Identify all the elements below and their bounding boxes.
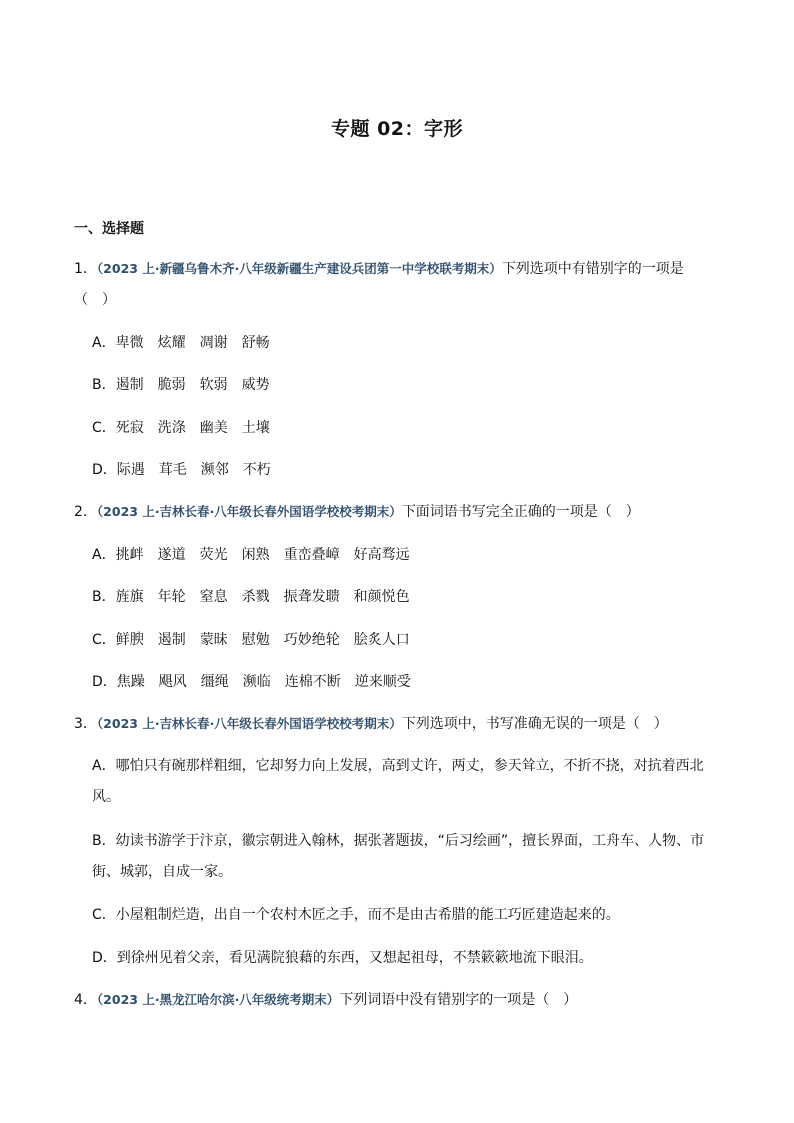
question-number: 3． — [74, 716, 97, 732]
question-source: （2023 上·黑龙江哈尔滨·八年级统考期末） — [96, 992, 340, 1007]
question-stem: 下列词语中没有错别字的一项是（ ） — [339, 992, 578, 1008]
option-c: C．小屋粗制烂造，出自一个农村木匠之手，而不是由古希腊的能工巧匠建造起来的。 — [92, 907, 620, 923]
option-a: A．卑微 炫耀 凋谢 舒畅 — [92, 335, 270, 351]
section-heading: 一、选择题 — [74, 221, 144, 237]
question-1 — [74, 259, 724, 279]
question-4 — [74, 990, 724, 1010]
question-source: （2023 上·新疆乌鲁木齐·八年级新疆生产建设兵团第一中学校联考期末） — [96, 261, 502, 276]
question-2 — [74, 502, 724, 522]
question-number: 1． — [74, 261, 97, 277]
option-a: A．哪怕只有碗那样粗细，它却努力向上发展，高到丈许，两丈，参天耸立，不折不挠，对抗着西北风。 — [92, 758, 704, 805]
question-source: （2023 上·吉林长春·八年级长春外国语学校校考期末） — [96, 504, 402, 519]
option-c: C．死寂 洗涤 幽美 土壤 — [92, 420, 270, 436]
option-b: B．幼读书游学于汴京，徽宗朝进入翰林，据张著题拔，“后习绘画”，擅长界面，工舟车、人物、市街、城郭，自成一家。 — [92, 833, 705, 880]
option-a: A．挑衅 遂道 荧光 闲熟 重峦叠嶂 好高骛远 — [92, 547, 410, 563]
option-d: D．际遇 茸毛 濒邻 不朽 — [92, 462, 271, 478]
option-b: B．旌旗 年轮 窒息 杀戮 振聋发聩 和颜悦色 — [92, 589, 410, 605]
question-3 — [74, 714, 724, 734]
option-d: D．到徐州见着父亲，看见满院狼藉的东西，又想起祖母，不禁簌簌地流下眼泪。 — [92, 950, 593, 966]
option-b: B．遏制 脆弱 软弱 威势 — [92, 377, 270, 393]
option-c: C．鲜腴 遏制 蒙昧 慰勉 巧妙绝轮 脍炙人口 — [92, 632, 410, 648]
question-number: 4． — [74, 992, 97, 1008]
question-stem: 下列选项中有错别字的一项是 — [501, 261, 684, 277]
question-stem-continued: （ ） — [74, 292, 116, 308]
option-d: D．焦躁 飓风 缰绳 濒临 连棉不断 逆来顺受 — [92, 674, 411, 690]
question-stem: 下面词语书写完全正确的一项是（ ） — [401, 504, 640, 520]
question-number: 2． — [74, 504, 97, 520]
page-title: 专题 02：字形 — [330, 118, 464, 140]
question-source: （2023 上·吉林长春·八年级长春外国语学校校考期末） — [96, 716, 402, 731]
question-stem: 下列选项中，书写准确无误的一项是（ ） — [401, 716, 668, 732]
